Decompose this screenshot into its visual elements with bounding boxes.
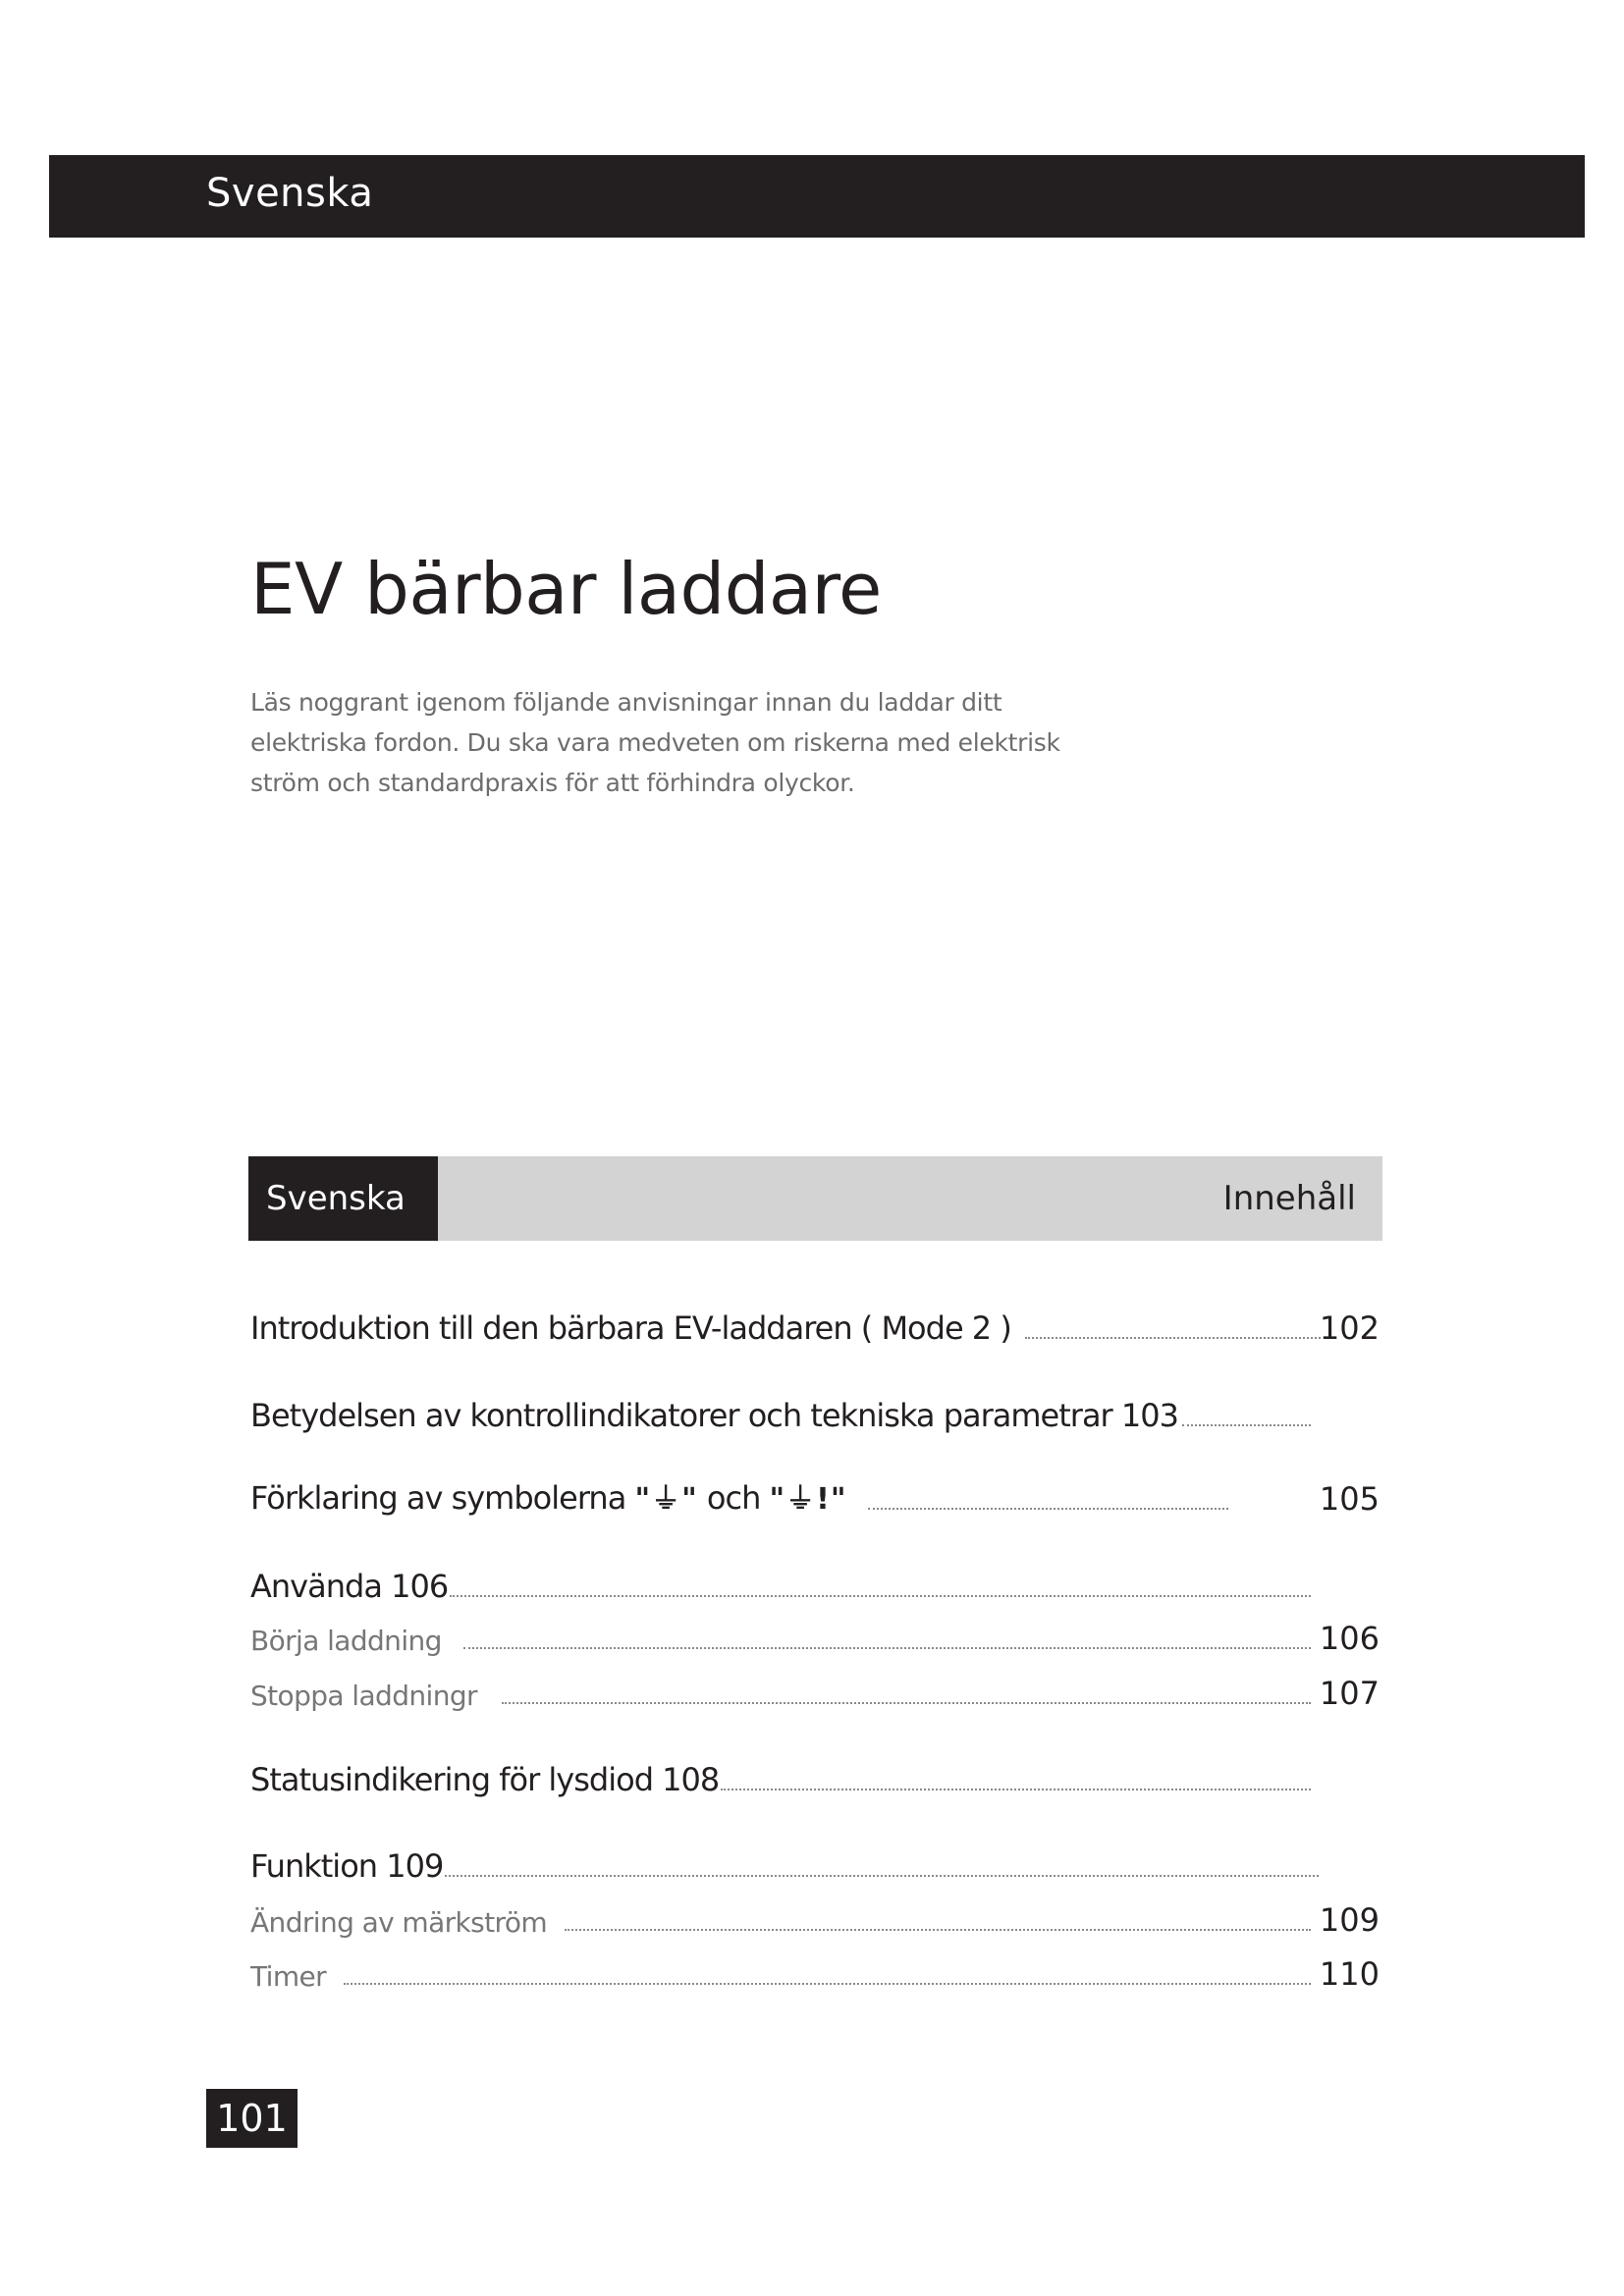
toc-entry-label-middle: och xyxy=(706,1479,761,1517)
dot-leader xyxy=(565,1929,1311,1931)
toc-entry-timer[interactable] xyxy=(250,1948,1380,1993)
toc-entry-page: 107 xyxy=(1319,1675,1380,1712)
toc-entry-page: 102 xyxy=(1319,1309,1380,1347)
toc-entry-page: 105 xyxy=(1319,1480,1380,1518)
dot-leader xyxy=(450,1595,1311,1597)
toc-entry-label xyxy=(250,1474,846,1518)
dot-leader xyxy=(463,1647,1311,1649)
language-header-bar xyxy=(49,155,1585,238)
toc-entry-page: 106 xyxy=(1319,1620,1380,1657)
ground-symbol-icon: "⏚" xyxy=(634,1482,698,1517)
toc-entry-label: Funktion 109 xyxy=(250,1847,444,1885)
toc-header-bar xyxy=(248,1156,1382,1241)
toc-entry-label: Timer xyxy=(250,1960,327,1993)
dot-leader xyxy=(868,1508,1228,1510)
toc-entry-led-status[interactable] xyxy=(250,1753,1311,1798)
toc-entry-label: Ändring av märkström xyxy=(250,1906,548,1939)
dot-leader xyxy=(1025,1337,1321,1339)
toc-entry-label: Börja laddning xyxy=(250,1625,442,1657)
dot-leader xyxy=(721,1789,1311,1790)
toc-entry-symbols[interactable] xyxy=(250,1472,1380,1518)
toc-entry-rated-current[interactable] xyxy=(250,1894,1380,1939)
dot-leader xyxy=(1182,1424,1311,1426)
ground-warning-symbol-icon: "⏚!" xyxy=(769,1482,847,1517)
toc-entry-indicators[interactable] xyxy=(250,1389,1311,1434)
page-title: EV bärbar laddare xyxy=(250,548,882,630)
toc-entry-label: Stoppa laddningr xyxy=(250,1680,477,1712)
page-number: 101 xyxy=(206,2089,298,2148)
toc-heading: Innehåll xyxy=(1222,1179,1356,1218)
toc-entry-function[interactable] xyxy=(250,1840,1319,1885)
toc-entry-stop-charging[interactable] xyxy=(250,1667,1380,1712)
toc-entry-page: 110 xyxy=(1319,1955,1380,1993)
toc-entry-page: 109 xyxy=(1319,1901,1380,1939)
dot-leader xyxy=(445,1875,1319,1877)
toc-entry-start-charging[interactable] xyxy=(250,1612,1380,1657)
toc-entry-label: Betydelsen av kontrollindikatorer och tekniska parametrar 103 xyxy=(250,1397,1178,1434)
toc-language-label: Svenska xyxy=(248,1156,438,1241)
dot-leader xyxy=(344,1983,1311,1985)
toc-entry-use[interactable] xyxy=(250,1560,1311,1605)
toc-entry-introduction[interactable] xyxy=(250,1302,1380,1347)
intro-paragraph: Läs noggrant igenom följande anvisningar innan du laddar ditt elektriska fordon. Du ska vara medveten om riskerna med elektrisk ström och standardpraxis för att förhindra olyckor. xyxy=(250,688,1060,797)
toc-entry-label: Statusindikering för lysdiod 108 xyxy=(250,1761,720,1798)
dot-leader xyxy=(502,1702,1311,1704)
toc-entry-label: Introduktion till den bärbara EV-laddaren ( Mode 2 ) xyxy=(250,1309,1011,1347)
header-language-label: Svenska xyxy=(206,171,374,216)
toc-entry-label: Använda 106 xyxy=(250,1568,449,1605)
toc-entry-label-prefix: Förklaring av symbolerna xyxy=(250,1479,626,1517)
